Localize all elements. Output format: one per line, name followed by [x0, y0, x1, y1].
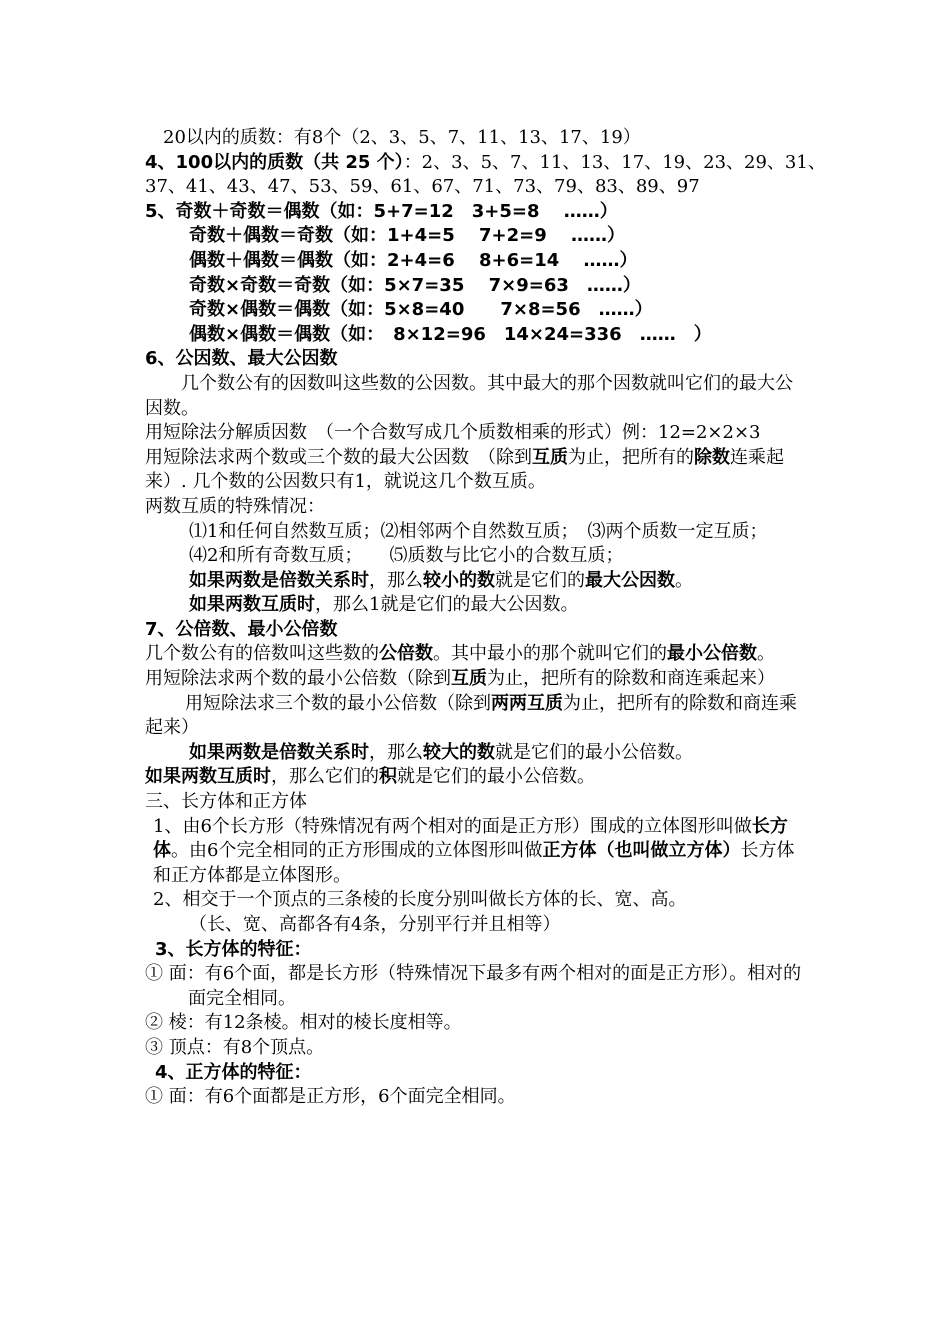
lcm-coprime-bold2: 积 — [379, 766, 397, 788]
lcm-multiple-text2: 就是它们的最小公倍数。 — [495, 741, 693, 763]
gcd-multiple-rule-text1: ，那么 — [369, 569, 423, 591]
gcd-multiple-rule — [145, 569, 810, 594]
odd-even-rule-2: 奇数＋偶数＝奇数（如：1+4=5 7+2=9 ……） — [189, 225, 626, 247]
lcm-coprime-text2: 就是它们的最小公倍数。 — [397, 766, 595, 788]
lcm-multiple-bold2: 较大的数 — [423, 741, 495, 763]
primes-under-100-line1 — [145, 151, 826, 176]
lcm-two-bold: 互质 — [451, 668, 487, 690]
cube-feature-faces: ① 面：有6个面都是正方形，6个面完全相同。 — [145, 1086, 516, 1108]
odd-even-rule-4: 奇数×奇数＝奇数（如：5×7=35 7×9=63 ……） — [189, 274, 641, 296]
lcm-two-method — [145, 667, 810, 692]
lcm-three-method — [145, 692, 810, 741]
cm-def-text3: 。 — [757, 643, 775, 665]
cuboid-feature-faces: ① 面：有6个面，都是长方形（特殊情况下最多有两个相对的面是正方形）。相对的面完全相同。 — [145, 963, 802, 1009]
coprime-cases-2: ⑷2和所有奇数互质； ⑸质数与比它小的合数互质； — [189, 545, 624, 567]
gcd-method-text3: 连乘起来）. 几个数的公因数只有1，就说这几个数互质。 — [145, 446, 784, 493]
lcm-three-text2: 为止，把所有的除数和商连乘起来） — [145, 692, 797, 739]
gcd-coprime-rule — [145, 593, 810, 618]
gcd-multiple-rule-text3: 。 — [675, 569, 693, 591]
cuboid-feature-vertices: ③ 顶点：有8个顶点。 — [145, 1036, 325, 1058]
section-common-factor-heading: 6、公因数、最大公因数 — [145, 348, 338, 370]
cuboid-def-text3: 长方体和正方体都是立体图形。 — [153, 840, 795, 886]
primes-under-100-heading: 4、100以内的质数（共 25 个） — [145, 151, 404, 173]
gcd-multiple-rule-bold1: 如果两数是倍数关系时 — [189, 569, 369, 591]
section-cuboid-heading: 三、长方体和正方体 — [145, 791, 307, 813]
section-common-multiple-heading: 7、公倍数、最小公倍数 — [145, 618, 338, 640]
lcm-coprime-text1: ，那么它们的 — [271, 766, 379, 788]
cuboid-def-text1: 1、由6个长方形（特殊情况有两个相对的面是正方形）围成的立体图形叫做 — [153, 815, 752, 837]
cuboid-edges-length: 2、相交于一个顶点的三条棱的长度分别叫做长方体的长、宽、高。 — [153, 889, 687, 911]
lcm-two-text2: 为止，把所有的除数和商连乘起来） — [487, 668, 775, 690]
gcd-multiple-rule-bold2: 较小的数 — [423, 569, 495, 591]
lcm-multiple-rule — [145, 741, 810, 766]
cuboid-def-text2: 。由6个完全相同的正方形围成的立体图形叫做 — [171, 840, 543, 862]
coprime-special-heading: 两数互质的特殊情况： — [145, 495, 325, 517]
gcd-method — [145, 446, 810, 495]
lcm-coprime-bold1: 如果两数互质时 — [145, 766, 271, 788]
common-factor-definition: 几个数公有的因数叫这些数的公因数。其中最大的那个因数就叫它们的最大公因数。 — [145, 372, 793, 419]
cuboid-features-heading: 3、长方体的特征： — [155, 938, 312, 960]
coprime-cases-1: ⑴1和任何自然数互质；⑵相邻两个自然数互质； ⑶两个质数一定互质； — [189, 520, 768, 542]
cm-def-text1: 几个数公有的倍数叫这些数的 — [145, 643, 379, 665]
gcd-multiple-rule-bold3: 最大公因数 — [585, 569, 675, 591]
gcd-method-bold1: 互质 — [532, 446, 568, 468]
lcm-three-text1: 用短除法求三个数的最小公倍数（除到 — [185, 692, 491, 714]
gcd-method-text1: 用短除法求两个数或三个数的最大公因数 （除到 — [145, 446, 532, 468]
lcm-multiple-text1: ，那么 — [369, 741, 423, 763]
cuboid-feature-edges: ② 棱：有12条棱。相对的棱长度相等。 — [145, 1012, 462, 1034]
odd-even-rule-5: 奇数×偶数＝偶数（如：5×8=40 7×8=56 ……） — [189, 299, 653, 321]
gcd-coprime-rule-text: ，那么1就是它们的最大公因数。 — [315, 594, 579, 616]
primes-under-20: 20以内的质数：有8个（2、3、5、7、11、13、17、19） — [163, 127, 641, 148]
primes-list-part2: 37、41、43、47、53、59、61、67、71、73、79、83、89、97 — [145, 176, 700, 198]
gcd-method-text2: 为止，把所有的 — [568, 446, 694, 468]
odd-even-rule-3: 偶数＋偶数＝偶数（如：2+4=6 8+6=14 ……） — [189, 249, 638, 271]
lcm-multiple-bold1: 如果两数是倍数关系时 — [189, 741, 369, 763]
cuboid-edges-note: （长、宽、高都各有4条，分别平行并且相等） — [189, 914, 561, 935]
gcd-multiple-rule-text2: 就是它们的 — [495, 569, 585, 591]
gcd-coprime-rule-bold: 如果两数互质时 — [189, 594, 315, 616]
cuboid-def-bold1: 长方体 — [153, 815, 788, 862]
cm-def-text2: 。其中最小的那个就叫它们的 — [433, 643, 667, 665]
document-page — [145, 126, 826, 1110]
odd-even-rule-1: 5、奇数＋奇数＝偶数（如：5+7=12 3+5=8 ……） — [145, 200, 618, 222]
cm-def-bold2: 最小公倍数 — [667, 643, 757, 665]
lcm-coprime-rule — [145, 765, 810, 790]
cm-def-bold1: 公倍数 — [379, 643, 433, 665]
primes-list-part1: ：2、3、5、7、11、13、17、19、23、29、31、 — [403, 151, 826, 173]
common-multiple-definition — [145, 642, 810, 667]
odd-even-rule-6: 偶数×偶数＝偶数（如： 8×12=96 14×24=336 …… ） — [189, 323, 712, 345]
cube-features-heading: 4、正方体的特征： — [155, 1061, 312, 1083]
cuboid-definition — [145, 815, 810, 889]
gcd-method-bold2: 除数 — [694, 446, 730, 468]
lcm-three-bold: 两两互质 — [491, 692, 563, 714]
prime-factorization-note: 用短除法分解质因数 （一个合数写成几个质数相乘的形式）例：12=2×2×3 — [145, 422, 761, 444]
lcm-two-text1: 用短除法求两个数的最小公倍数（除到 — [145, 668, 451, 690]
cuboid-def-bold2: 正方体（也叫做立方体） — [542, 840, 741, 862]
